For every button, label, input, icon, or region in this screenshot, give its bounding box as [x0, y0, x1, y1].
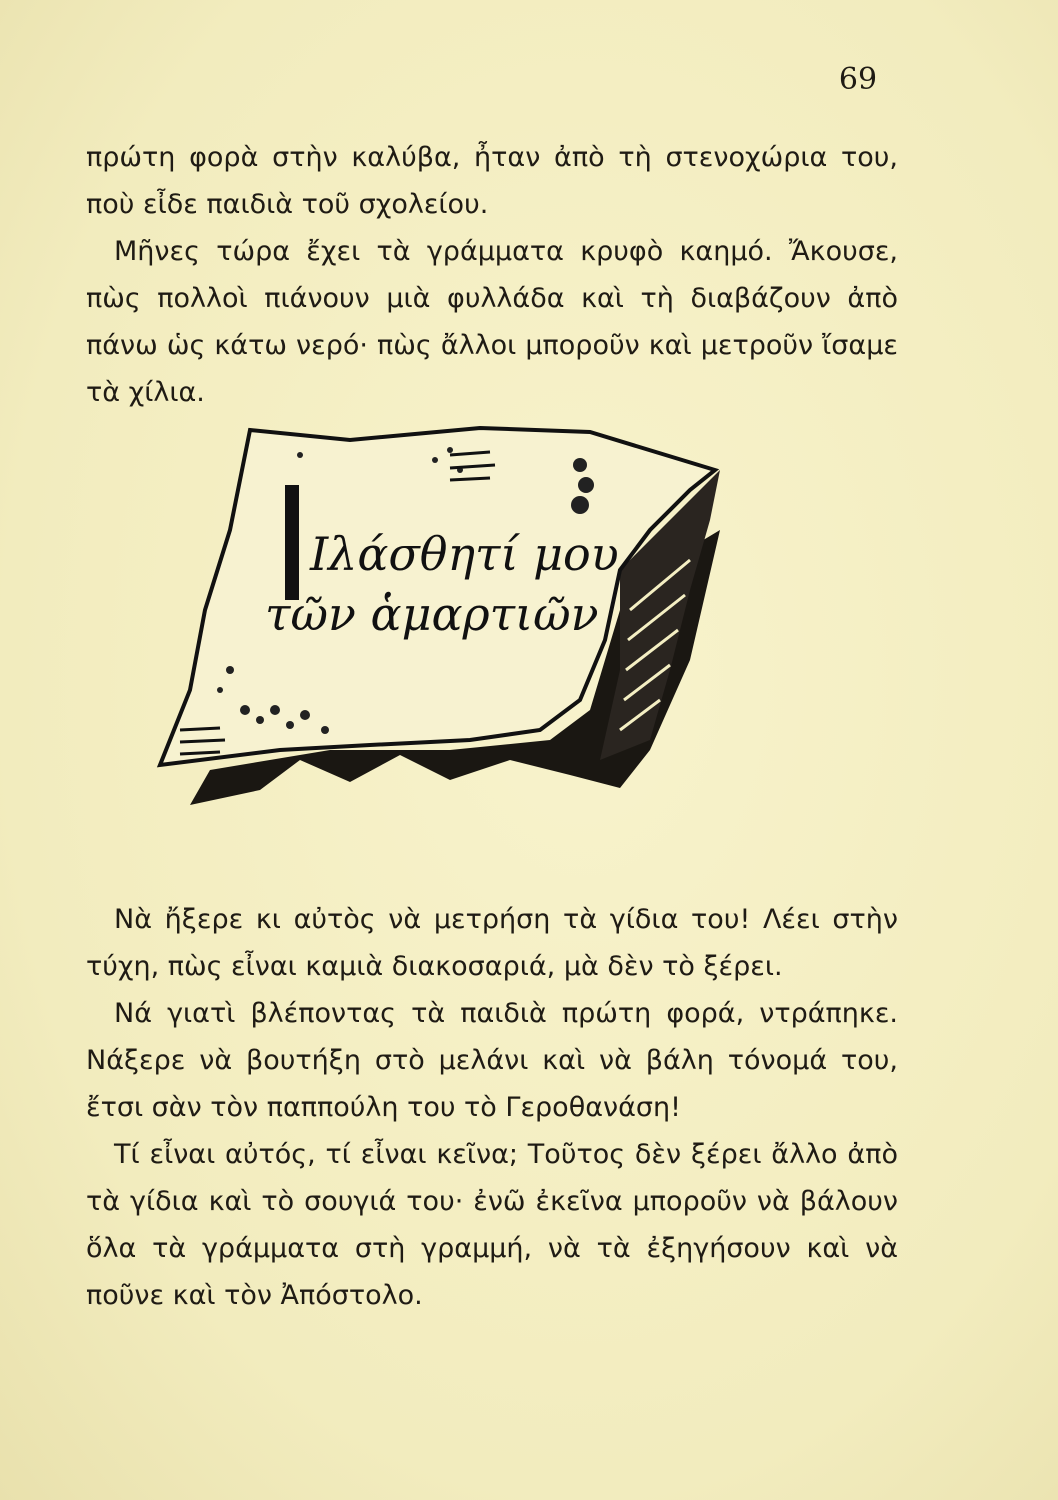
paragraph: Νὰ ἤξερε κι αὐτὸς νὰ μετρήση τὰ γίδια του! Λέει στὴν τύχη, πὼς εἶναι καμιὰ διακοσαριά, μὰ δὲν τὸ ξέρει. [86, 904, 898, 982]
parchment-illustration [150, 410, 730, 870]
illustration-text-line1: Ιλάσθητί μου [310, 527, 619, 581]
illustration-text-line2: τῶν ἁμαρτιῶν [265, 587, 599, 641]
paragraph: Τί εἶναι αὐτός, τί εἶναι κεῖνα; Τοῦτος δὲν ξέρει ἄλλο ἀπὸ τὰ γίδια καὶ τὸ σουγιά του· ἐνῶ ἐκεῖνα μποροῦν νὰ βάλουν ὅλα τὰ γράμματα στὴ γραμμή, νὰ τὰ ἐξηγήσουν καὶ νὰ ποῦνε καὶ τὸν Ἀπόστολο. [86, 1139, 898, 1311]
paragraph: Νά γιατὶ βλέποντας τὰ παιδιὰ πρώτη φορά, ντράπηκε. Νάξερε νὰ βουτήξη στὸ μελάνι καὶ νὰ βάλη τόνομά του, ἔτσι σὰν τὸν παππούλη του τὸ Γεροθανάση! [86, 998, 898, 1123]
page-number: 69 [838, 62, 878, 97]
paragraph: Μῆνες τώρα ἔχει τὰ γράμματα κρυφὸ καημό. Ἄκουσε, πὼς πολλοὶ πιάνουν μιὰ φυλλάδα καὶ τὴ διαβάζουν ἀπὸ πάνω ὡς κάτω νερό· πὼς ἄλλοι μποροῦν καὶ μετροῦν ἴσαμε τὰ χίλια. [86, 236, 898, 408]
initial-letter-bar [285, 485, 299, 600]
text-block-bottom [86, 896, 898, 1319]
paragraph: πρώτη φορὰ στὴν καλύβα, ἦταν ἀπὸ τὴ στενοχώρια του, ποὺ εἶδε παιδιὰ τοῦ σχολείου. [86, 142, 898, 220]
text-block-top [86, 134, 898, 416]
